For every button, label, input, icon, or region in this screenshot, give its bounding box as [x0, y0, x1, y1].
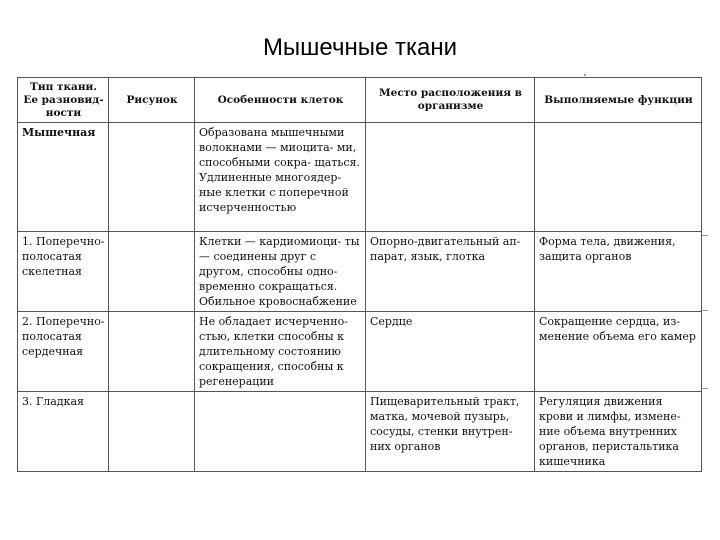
cell-tissue-type: Мышечная	[18, 123, 109, 232]
scan-edge-mark	[702, 310, 708, 311]
cell-location: Сердце	[366, 312, 535, 392]
header-drawing: Рисунок	[109, 78, 195, 123]
muscle-tissue-table	[17, 77, 702, 472]
cell-functions: Форма тела, движения, защита органов	[535, 232, 702, 312]
header-location: Место расположения в организме	[366, 78, 535, 123]
table-header-row	[18, 78, 702, 123]
page-title: Мышечные ткани	[262, 34, 458, 61]
table-row	[18, 232, 702, 312]
cell-drawing	[109, 232, 195, 312]
cell-location	[366, 123, 535, 232]
cell-location: Опорно-двигательный ап- парат, язык, глотка	[366, 232, 535, 312]
cell-functions	[535, 123, 702, 232]
table-row	[18, 392, 702, 472]
cell-tissue-type: 1. Поперечно- полосатая скелетная	[18, 232, 109, 312]
cell-drawing	[109, 392, 195, 472]
cell-features	[195, 392, 366, 472]
cell-location: Пищеварительный тракт, матка, мочевой пузырь, сосуды, стенки внутрен- них органов	[366, 392, 535, 472]
cell-functions: Регуляция движения крови и лимфы, измене- ние объема внутренних органов, перистальтика кишечника	[535, 392, 702, 472]
header-cell-features: Особенности клеток	[195, 78, 366, 123]
cell-features: Клетки — кардиомиоци- ты — соединены друг с другом, способны одно- временно сокращаться. Обильное кровоснабжение	[195, 232, 366, 312]
cell-features: Не обладает исчерченно- стью, клетки способны к длительному состоянию сокращения, способны к регенерации	[195, 312, 366, 392]
table-row	[18, 123, 702, 232]
cell-features: Образована мышечными волокнами — миоцита- ми, способными сокра- щаться. Удлиненные многоядер- ные клетки с поперечной исчерченностью	[195, 123, 366, 232]
scan-mark	[584, 74, 586, 76]
cell-drawing	[109, 123, 195, 232]
scan-edge-mark	[702, 388, 708, 389]
cell-drawing	[109, 312, 195, 392]
table-row	[18, 312, 702, 392]
cell-tissue-type: 2. Поперечно- полосатая сердечная	[18, 312, 109, 392]
cell-tissue-type: 3. Гладкая	[18, 392, 109, 472]
header-tissue-type: Тип ткани. Ее разновид- ности	[18, 78, 109, 123]
header-functions: Выполняемые функции	[535, 78, 702, 123]
cell-functions: Сокращение сердца, из- менение объема его камер	[535, 312, 702, 392]
scan-edge-mark	[702, 235, 708, 236]
